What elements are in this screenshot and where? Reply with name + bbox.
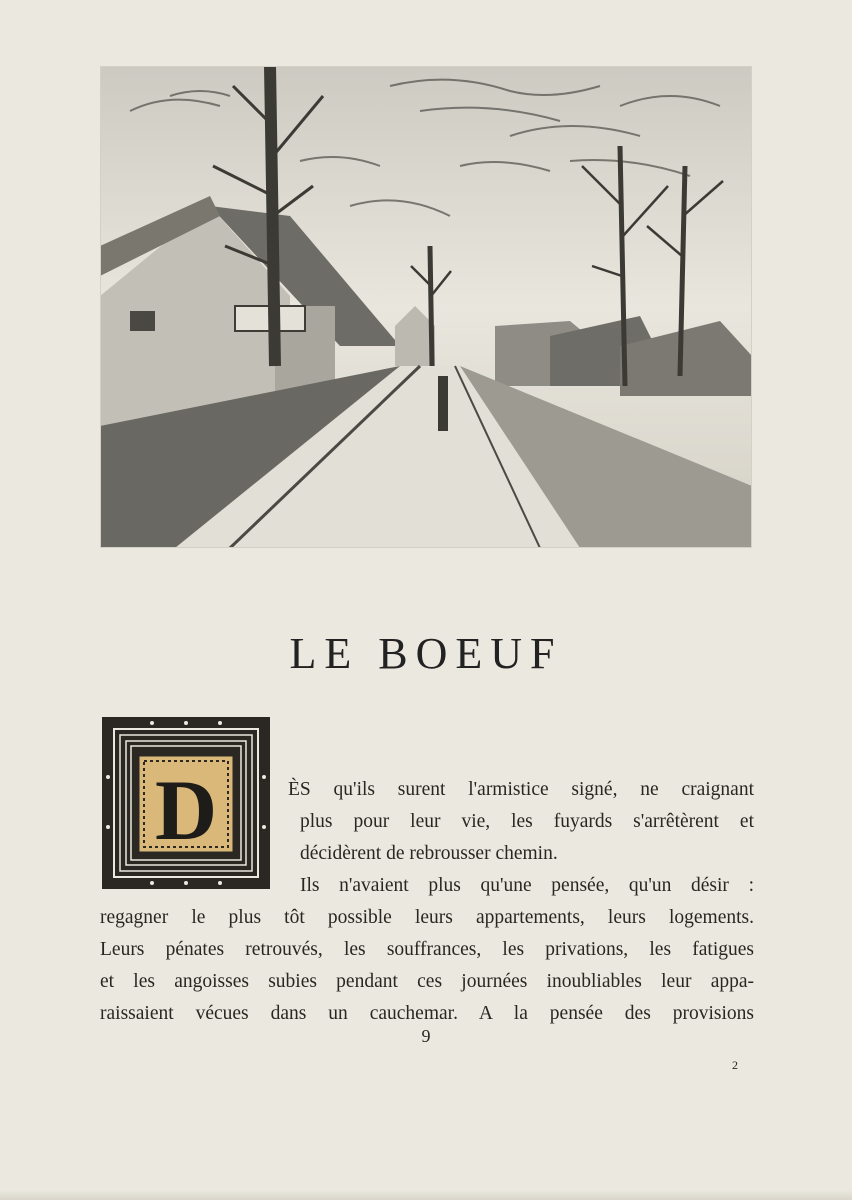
signature-mark: 2 bbox=[732, 1058, 738, 1072]
body-line: Ils n'avaient plus qu'une pensée, qu'un désir : bbox=[300, 875, 754, 896]
page-bottom-edge bbox=[0, 1190, 852, 1200]
body-line: décidèrent de rebrousser chemin. bbox=[300, 843, 558, 864]
body-line: et les angoisses subies pendant ces journées inoubliables leur appa- bbox=[100, 971, 754, 992]
body-line: ÈS qu'ils surent l'armistice signé, ne craignant bbox=[288, 779, 754, 800]
ornate-dropcap bbox=[102, 717, 270, 889]
body-line: regagner le plus tôt possible leurs appartements, leurs logements. bbox=[100, 907, 754, 928]
body-line: raissaient vécues dans un cauchemar. A la pensée des provisions bbox=[100, 1003, 754, 1024]
page-number: 9 bbox=[421, 1026, 431, 1046]
village-road-illustration bbox=[100, 66, 752, 548]
body-line: plus pour leur vie, les fuyards s'arrêtèrent et bbox=[300, 811, 754, 832]
svg-text:D: D bbox=[154, 762, 218, 858]
chapter-title: LE BOEUF bbox=[289, 629, 563, 678]
body-line: Leurs pénates retrouvés, les souffrances, les privations, les fatigues bbox=[100, 939, 754, 960]
